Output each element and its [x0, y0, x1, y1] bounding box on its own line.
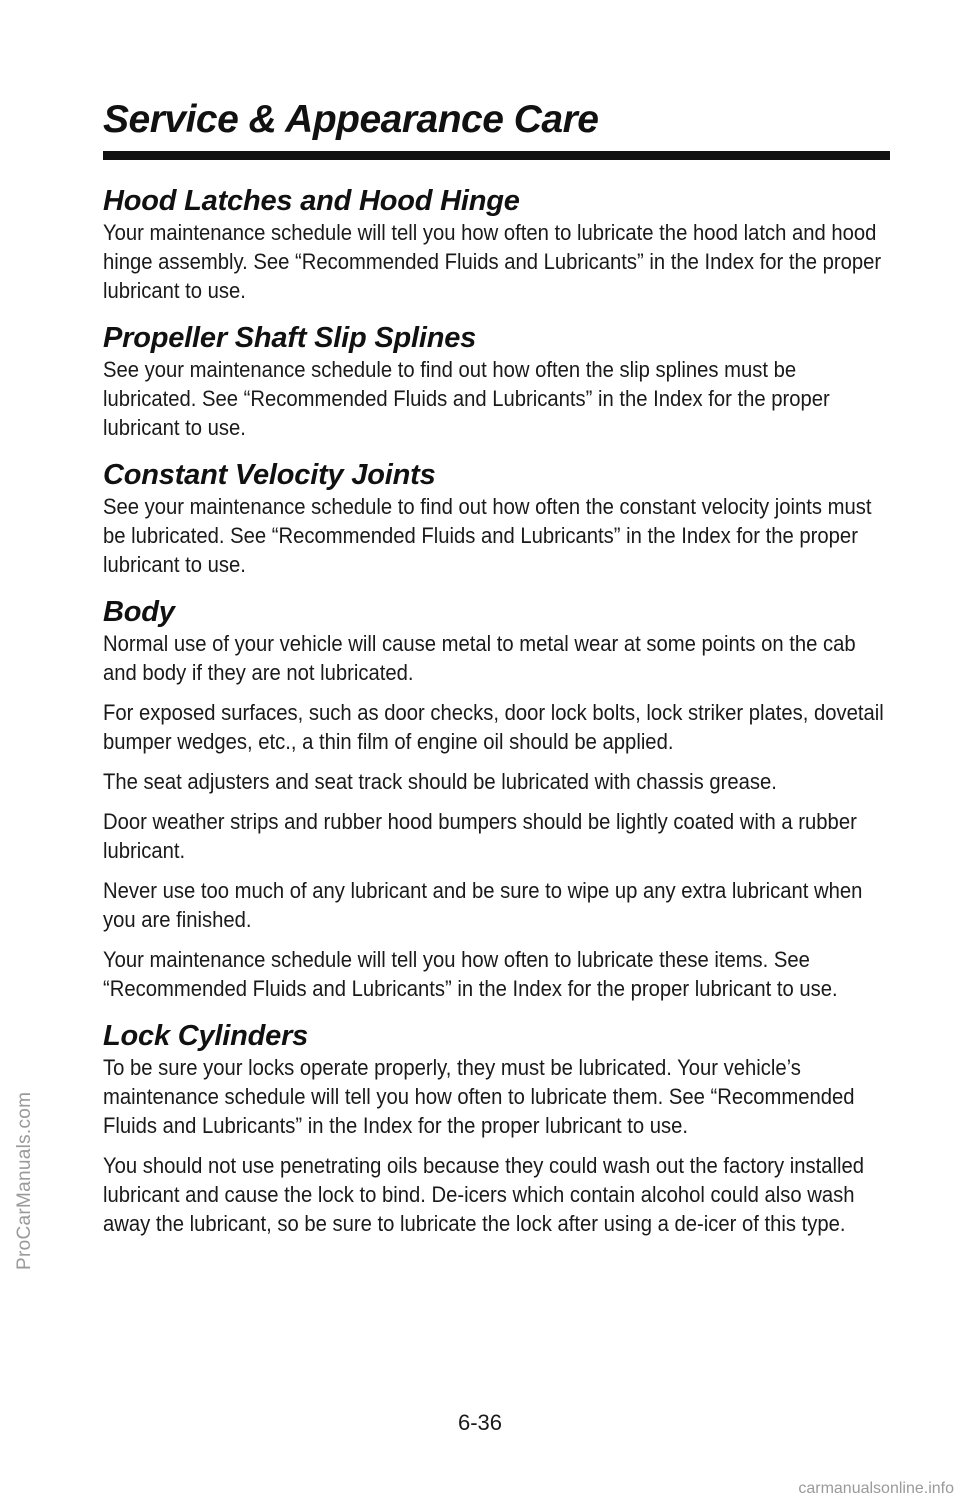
paragraph: To be sure your locks operate properly, they must be lubricated. Your vehicle’s maintenance schedule will tell you how often to lubricate them. See “Recommended Fluids and Lubricants” in the Index for the proper lubricant to use.: [103, 1055, 855, 1138]
paragraph: Your maintenance schedule will tell you how often to lubricate these items. See “Recommended Fluids and Lubricants” in the Index for the proper lubricant to use.: [103, 947, 838, 1001]
section-body: [103, 595, 893, 1003]
page-header-title: Service & Appearance Care: [103, 98, 599, 141]
section-lock-cylinders: [103, 1019, 893, 1238]
section-hood-latches: [103, 184, 893, 305]
paragraph: Normal use of your vehicle will cause metal to metal wear at some points on the cab and body if they are not lubricated.: [103, 631, 856, 685]
section-title: Body: [103, 596, 175, 628]
paragraph: You should not use penetrating oils because they could wash out the factory installed lubricant and cause the lock to bind. De-icers which contain alcohol could also wash away the lubricant, so be sure to lubricate the lock after using a de-icer of this type.: [103, 1153, 865, 1236]
section-propeller-shaft: [103, 321, 893, 442]
section-title: Lock Cylinders: [103, 1020, 309, 1052]
header-rule: [103, 151, 890, 160]
page-number: 6-36: [457, 1410, 503, 1435]
section-title: Hood Latches and Hood Hinge: [103, 185, 520, 217]
section-constant-velocity-joints: [103, 458, 893, 579]
bottom-watermark: carmanualsonline.info: [798, 1480, 954, 1497]
paragraph: Never use too much of any lubricant and be sure to wipe up any extra lubricant when you are finished.: [103, 878, 863, 932]
paragraph: The seat adjusters and seat track should be lubricated with chassis grease.: [103, 769, 777, 794]
paragraph: Your maintenance schedule will tell you how often to lubricate the hood latch and hood hinge assembly. See “Recommended Fluids and Lubricants” in the Index for the proper lubricant to use.: [103, 220, 882, 303]
section-title: Constant Velocity Joints: [103, 459, 436, 491]
page-content: [103, 184, 893, 1238]
section-title: Propeller Shaft Slip Splines: [103, 322, 477, 354]
side-watermark: ProCarManuals.com: [14, 1091, 35, 1270]
paragraph: Door weather strips and rubber hood bumpers should be lightly coated with a rubber lubricant.: [103, 809, 857, 863]
paragraph: For exposed surfaces, such as door checks, door lock bolts, lock striker plates, dovetail bumper wedges, etc., a thin film of engine oil should be applied.: [103, 700, 884, 754]
paragraph: See your maintenance schedule to find out how often the slip splines must be lubricated. See “Recommended Fluids and Lubricants” in the Index for the proper lubricant to use.: [103, 357, 830, 440]
paragraph: See your maintenance schedule to find out how often the constant velocity joints must be lubricated. See “Recommended Fluids and Lubricants” in the Index for the proper lubricant to use.: [103, 494, 872, 577]
